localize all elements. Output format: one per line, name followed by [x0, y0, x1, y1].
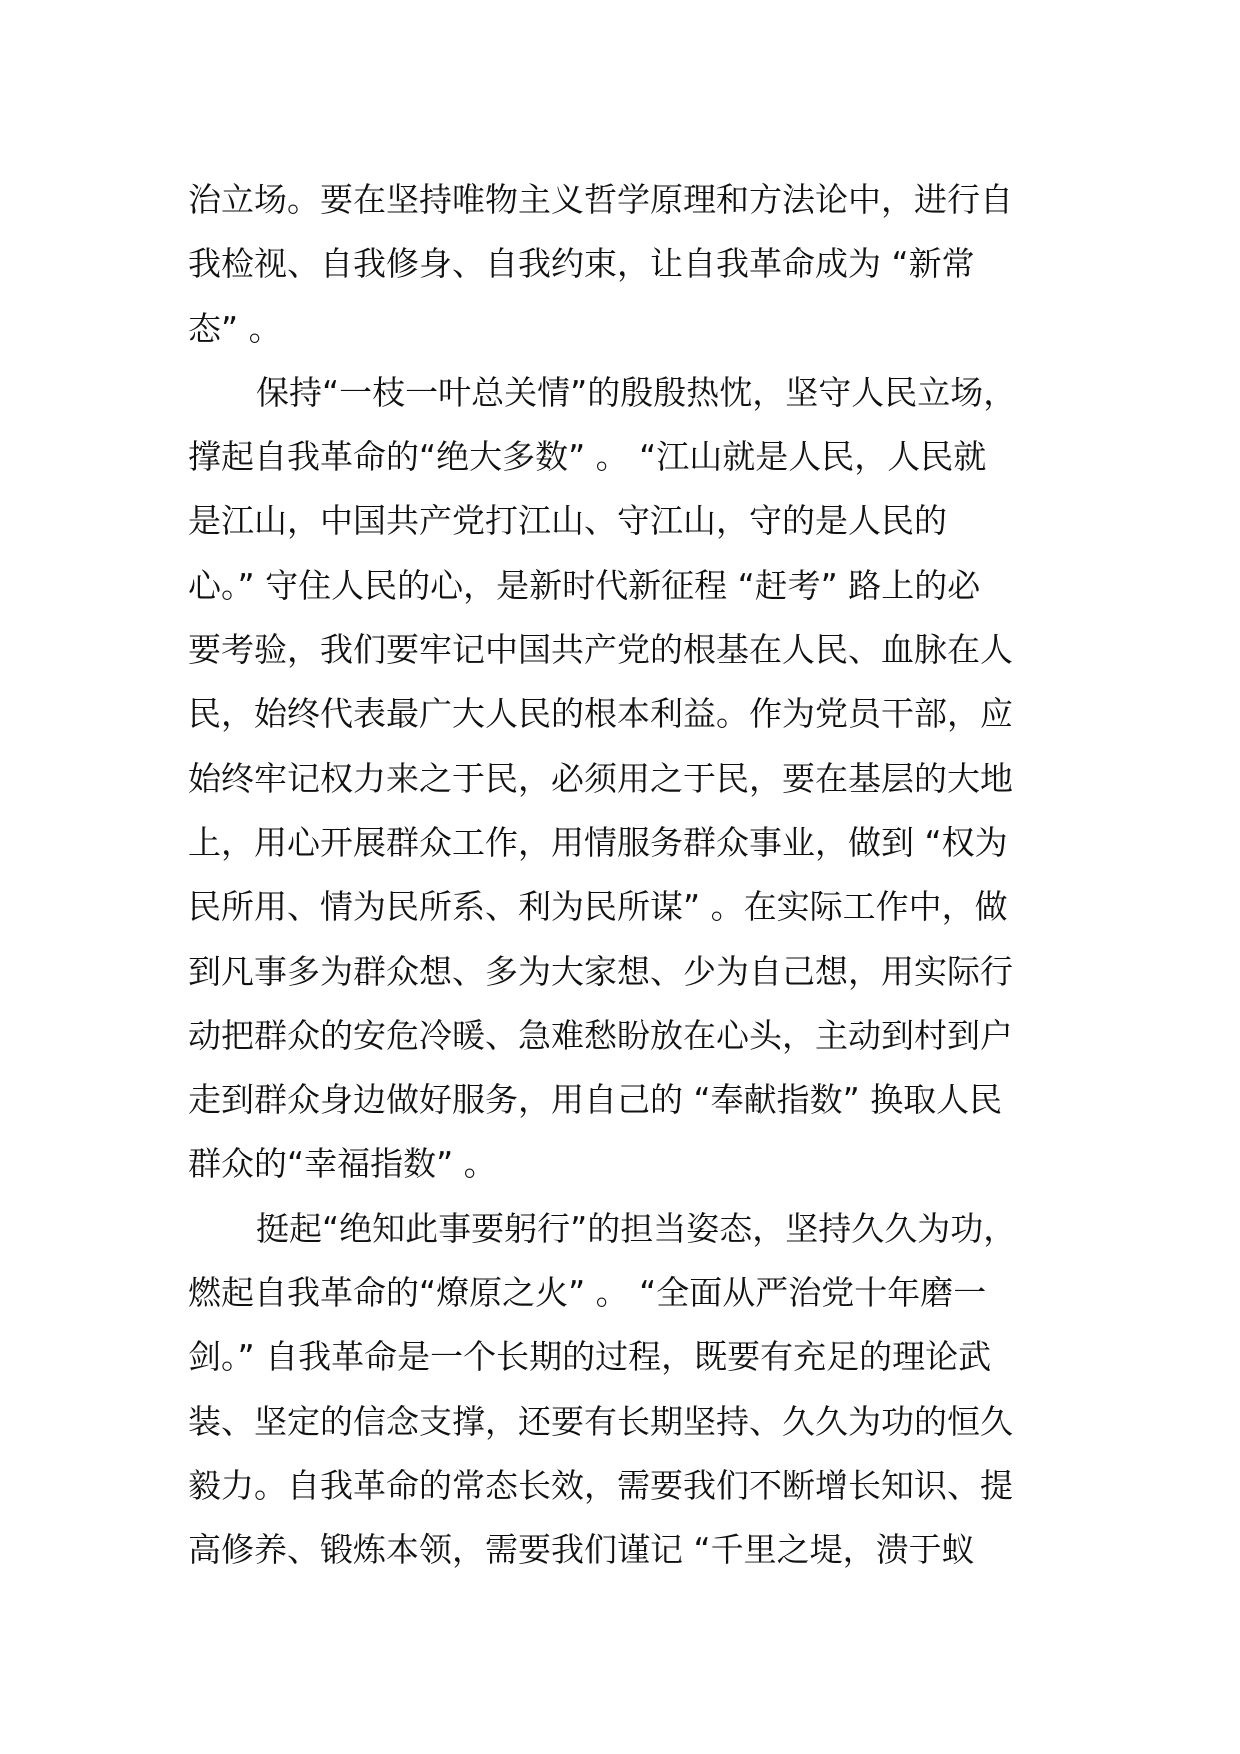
- text-line: 民，始终代表最广大人民的根本利益。作为党员干部，应: [188, 694, 1013, 734]
- text-line: 装、坚定的信念支撑，还要有长期坚持、久久为功的恒久: [188, 1401, 1013, 1441]
- text-line: 治立场。要在坚持唯物主义哲学原理和方法论中，进行自: [188, 180, 1013, 219]
- text-line: 始终牢记权力来之于民，必须用之于民，要在基层的大地: [188, 758, 1013, 798]
- text-line: 民所用、情为民所系、利为民所谋” 。在实际工作中，做: [188, 887, 1008, 927]
- text-line: 燃起自我革命的“燎原之火” 。 “全面从严治党十年磨一: [188, 1273, 987, 1313]
- text-line: 剑。” 自我革命是一个长期的过程，既要有充足的理论武: [188, 1337, 992, 1377]
- paragraph-first-line: 保持“一枝一叶总关情”的殷殷热忱，坚守人民立场，: [256, 372, 1017, 412]
- text-line: 上，用心开展群众工作，用情服务群众事业，做到 “权为: [188, 822, 1008, 862]
- text-line: 我检视、自我修身、自我约束，让自我革命成为 “新常: [188, 244, 975, 284]
- text-line: 动把群众的安危冷暖、急难愁盼放在心头，主动到村到户: [188, 1015, 1013, 1055]
- text-line: 高修养、锻炼本领，需要我们谨记 “千里之堤，溃于蚁: [188, 1530, 975, 1570]
- document-body-text: [188, 168, 1058, 1583]
- text-line: 毅力。自我革命的常态长效，需要我们不断增长知识、提: [188, 1465, 1013, 1505]
- text-line: 要考验，我们要牢记中国共产党的根基在人民、血脉在人: [188, 630, 1013, 670]
- text-line: 群众的“幸福指数” 。: [188, 1144, 497, 1184]
- text-line: 态” 。: [188, 308, 282, 348]
- text-line: 是江山，中国共产党打江山、守江山，守的是人民的: [188, 501, 947, 541]
- text-line: 撑起自我革命的“绝大多数” 。 “江山就是人民，人民就: [188, 437, 987, 477]
- text-line: 心。” 守住人民的心，是新时代新征程 “赶考” 路上的必: [188, 565, 981, 605]
- text-line: 走到群众身边做好服务，用自己的 “奉献指数” 换取人民: [188, 1080, 1003, 1120]
- text-line: 到凡事多为群众想、多为大家想、少为自己想，用实际行: [188, 951, 1013, 991]
- paragraph-first-line: 挺起“绝知此事要躬行”的担当姿态，坚持久久为功，: [256, 1208, 1017, 1248]
